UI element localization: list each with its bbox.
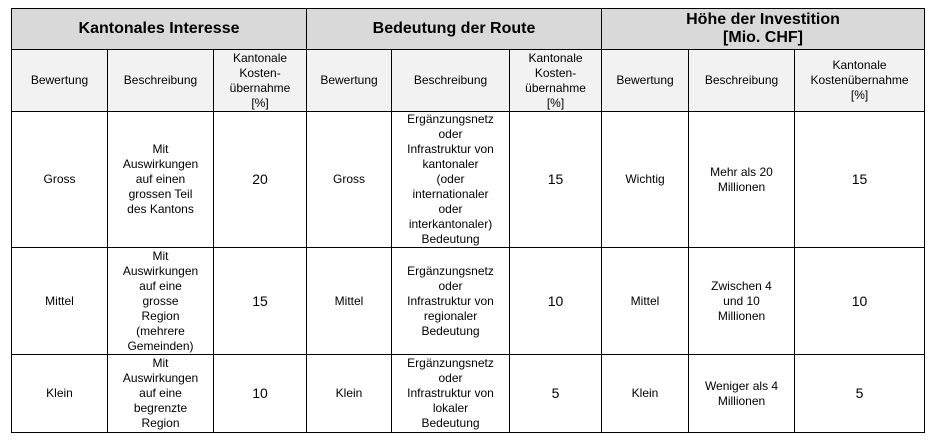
- column-header-beschreibung: Beschreibung: [689, 50, 795, 112]
- table-row: [12, 112, 925, 248]
- invest-kosten-cell: 15: [795, 112, 925, 248]
- interesse-bewertung-cell: Mittel: [12, 248, 108, 355]
- invest-beschreibung-cell: Zwischen 4 und 10 Millionen: [689, 248, 795, 355]
- interesse-beschreibung-cell: Mit Auswirkungen auf eine grosse Region (mehrere Gemeinden): [108, 248, 214, 355]
- column-header-bewertung: Bewertung: [602, 50, 689, 112]
- invest-beschreibung-cell: Weniger als 4 Millionen: [689, 355, 795, 433]
- column-header-kosten: Kantonale Kosten- übernahme [%]: [214, 50, 307, 112]
- column-header-bewertung: Bewertung: [307, 50, 392, 112]
- invest-bewertung-cell: Klein: [602, 355, 689, 433]
- invest-kosten-cell: 5: [795, 355, 925, 433]
- group-header-kantonales-interesse: Kantonales Interesse: [12, 9, 307, 50]
- cost-table: [11, 8, 925, 433]
- route-kosten-cell: 10: [510, 248, 602, 355]
- route-beschreibung-cell: Ergänzungsnetz oder Infrastruktur von regionaler Bedeutung: [392, 248, 510, 355]
- invest-kosten-cell: 10: [795, 248, 925, 355]
- interesse-beschreibung-cell: Mit Auswirkungen auf einen grossen Teil des Kantons: [108, 112, 214, 248]
- route-bewertung-cell: Gross: [307, 112, 392, 248]
- column-header-bewertung: Bewertung: [12, 50, 108, 112]
- interesse-kosten-cell: 10: [214, 355, 307, 433]
- invest-beschreibung-cell: Mehr als 20 Millionen: [689, 112, 795, 248]
- route-kosten-cell: 5: [510, 355, 602, 433]
- group-header-bedeutung-der-route: Bedeutung der Route: [307, 9, 602, 50]
- invest-bewertung-cell: Wichtig: [602, 112, 689, 248]
- table-row: [12, 248, 925, 355]
- column-header-kosten: Kantonale Kostenübernahme [%]: [795, 50, 925, 112]
- route-beschreibung-cell: Ergänzungsnetz oder Infrastruktur von lokaler Bedeutung: [392, 355, 510, 433]
- invest-bewertung-cell: Mittel: [602, 248, 689, 355]
- route-kosten-cell: 15: [510, 112, 602, 248]
- interesse-beschreibung-cell: Mit Auswirkungen auf eine begrenzte Region: [108, 355, 214, 433]
- group-header-hoehe-der-investition: Höhe der Investition [Mio. CHF]: [602, 9, 925, 50]
- route-beschreibung-cell: Ergänzungsnetz oder Infrastruktur von kantonaler (oder internationaler oder interkantonaler) Bedeutung: [392, 112, 510, 248]
- column-header-beschreibung: Beschreibung: [392, 50, 510, 112]
- interesse-kosten-cell: 20: [214, 112, 307, 248]
- route-bewertung-cell: Klein: [307, 355, 392, 433]
- column-header-beschreibung: Beschreibung: [108, 50, 214, 112]
- table-row: [12, 355, 925, 433]
- column-header-kosten: Kantonale Kosten- übernahme [%]: [510, 50, 602, 112]
- interesse-bewertung-cell: Klein: [12, 355, 108, 433]
- interesse-bewertung-cell: Gross: [12, 112, 108, 248]
- route-bewertung-cell: Mittel: [307, 248, 392, 355]
- interesse-kosten-cell: 15: [214, 248, 307, 355]
